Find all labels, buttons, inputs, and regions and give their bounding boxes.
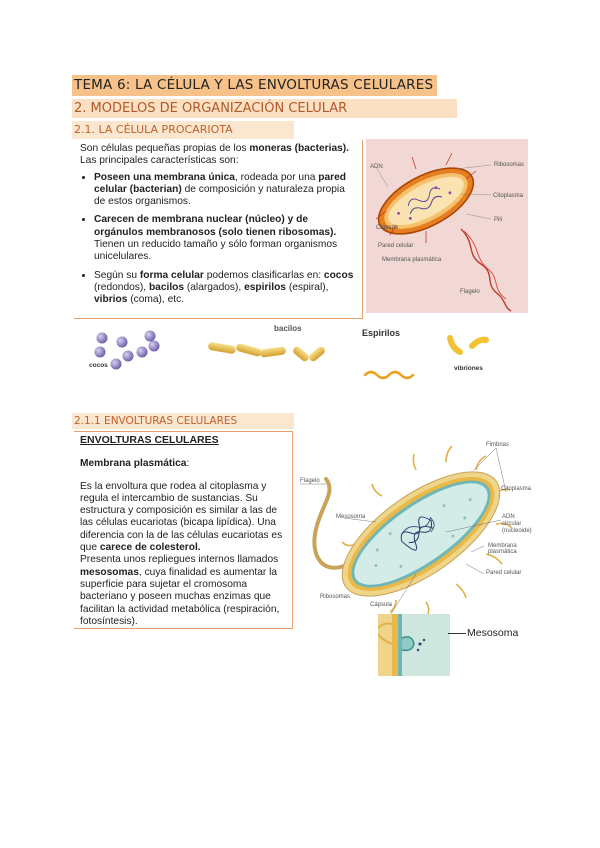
label-citoplasma: Citoplasma xyxy=(493,193,524,199)
label-capsula-2: Cápsula xyxy=(370,602,393,608)
bacterium-diagram xyxy=(366,139,528,313)
label-membrana-2: Membrana plasmática xyxy=(488,543,517,555)
list-item: • Según su forma celular podemos clasificarlas en: cocos (redondos), bacilos (alargados), espirilos (espiral), vibrios (coma), etc. xyxy=(94,270,356,307)
page-title: TEMA 6: LA CÉLULA Y LAS ENVOLTURAS CELULARES xyxy=(72,75,437,96)
label-cocos: cocos xyxy=(89,362,108,369)
envolturas-text-box xyxy=(74,431,293,629)
membrana-subtitle: Membrana plasmática: xyxy=(80,458,190,470)
label-flagelo: Flagelo xyxy=(460,289,480,295)
membrana-paragraph: Es la envoltura que rodea al citoplasma y regula el intercambio de sustancias. Su estructura y composición es similar a las de las células eucariotas (bicapa lipídica). Una diferencia con la de las células eucariotas es que carece de colesterol. Presenta unos repliegues internos llamados mesosomas, cuya finalidad es aumentar la superficie para sujetar el cromosoma bacteriano y poseen muchas enzimas que facilitan la actividad metabólica (respiración, fotosíntesis). xyxy=(80,480,283,627)
label-ribosomas: Ribosomas xyxy=(494,162,525,168)
bacteria-shapes xyxy=(80,320,530,382)
bacilos-icon xyxy=(208,342,327,363)
label-flagelo-2: Flagelo xyxy=(300,478,320,484)
intro-paragraph: Son células pequeñas propias de los moneras (bacterias). Las principales características son: xyxy=(80,143,349,167)
bacterium-structure-diagram xyxy=(296,434,530,614)
label-espirilos: Espirilos xyxy=(362,328,401,338)
label-pared: Pared celular xyxy=(378,243,414,249)
label-fimbrias: Fimbrias xyxy=(486,442,510,448)
label-vibriones: vibriones xyxy=(454,365,483,372)
mesosome-pointer xyxy=(448,633,466,634)
label-ribosomas-2: Ribosomas xyxy=(320,594,351,600)
label-capsula: Cápsula xyxy=(376,225,399,231)
bacterium-structure-illustration xyxy=(296,434,530,614)
envolturas-title: ENVOLTURAS CELULARES xyxy=(80,434,219,446)
characteristics-list xyxy=(80,172,356,307)
label-pared-2: Pared celular xyxy=(486,570,522,576)
espirilos-icon xyxy=(365,372,413,378)
mesosome-zoom-illustration xyxy=(378,614,450,676)
shapes-illustration xyxy=(80,320,530,382)
vibriones-icon xyxy=(450,338,486,352)
label-mesosoma: Mesosoma xyxy=(336,514,366,520)
zoom-label-mesosoma: Mesosoma xyxy=(467,627,519,639)
label-citoplasma-2: Citoplasma xyxy=(501,486,532,492)
label-adn: ADN xyxy=(370,164,383,170)
label-membrana: Membrana plasmática xyxy=(382,257,442,263)
list-item: • Carecen de membrana nuclear (núcleo) y de orgánulos membranosos (solo tienen ribosomas). Tienen un reducido tamaño y sólo forman organismos unicelulares. xyxy=(94,214,356,263)
list-item: • Poseen una membrana única, rodeada por una pared celular (bacterian) de composición y naturaleza propia de estos organismos. xyxy=(94,172,356,209)
label-adn-circular: ADN circular (nucleoide) xyxy=(502,514,532,534)
procariota-text-box xyxy=(74,140,363,319)
label-pili: Pili xyxy=(494,217,503,223)
label-bacilos: bacilos xyxy=(274,324,302,333)
subsection-heading: 2.1. LA CÉLULA PROCARIOTA xyxy=(72,121,294,139)
mesosome-zoom xyxy=(378,614,450,676)
subsection-heading-envolturas: 2.1.1 ENVOLTURAS CELULARES xyxy=(72,413,294,429)
section-heading: 2. MODELOS DE ORGANIZACIÓN CELULAR xyxy=(72,99,457,118)
